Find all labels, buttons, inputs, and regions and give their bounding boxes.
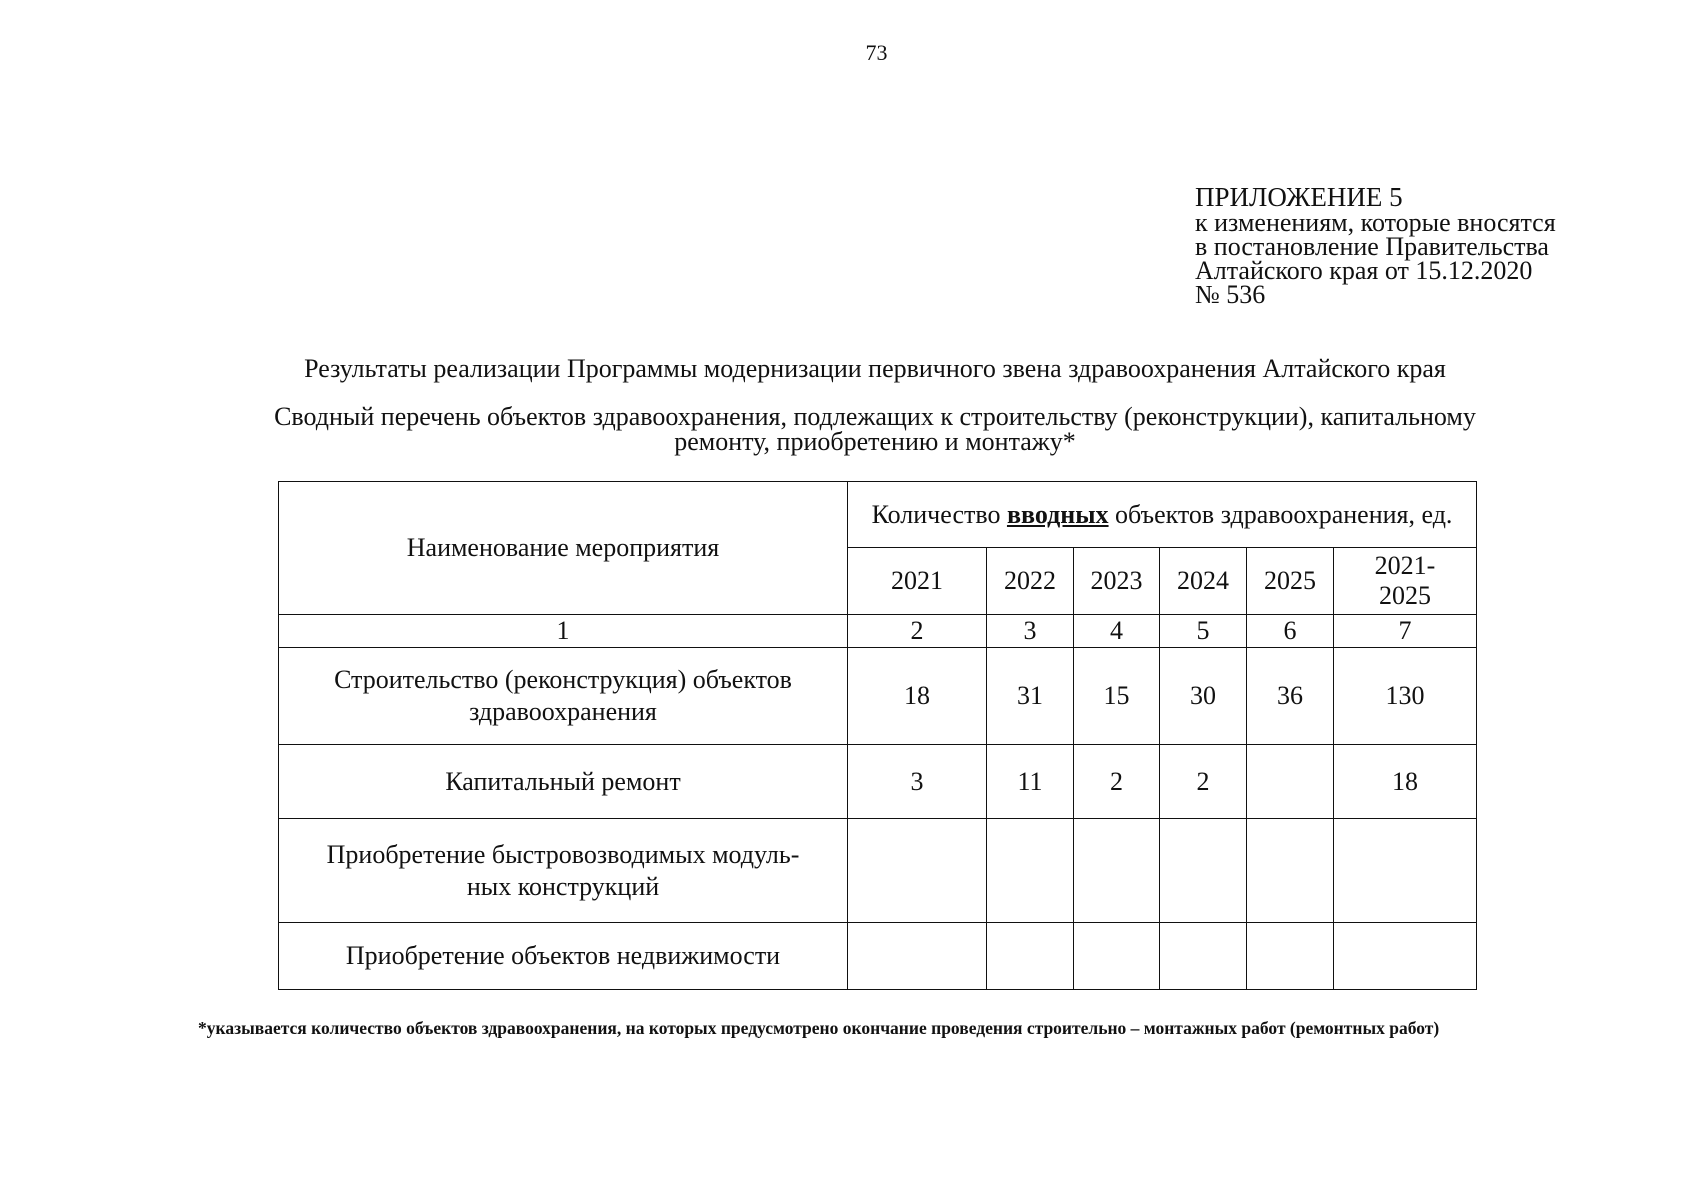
column-number-row [279,615,1477,648]
table-cell [1160,819,1247,923]
column-number: 5 [1160,615,1247,648]
table-row [279,745,1477,819]
total-header-line: 2021- [1374,551,1436,580]
column-number: 7 [1334,615,1477,648]
column-number: 6 [1247,615,1334,648]
page-number: 73 [865,40,888,65]
appendix-block [1195,184,1556,307]
row-name-line: ных конструкций [466,871,660,901]
appendix-line: в постановление Правительства [1195,232,1549,261]
column-number: 1 [279,615,848,648]
column-group-header [848,482,1477,548]
table-cell [848,819,987,923]
table-row [279,819,1477,923]
table-cell: 30 [1160,648,1247,745]
table-cell: 2 [1074,745,1160,819]
table-cell [1334,923,1477,990]
row-name [279,745,848,819]
table-cell [987,819,1074,923]
table-row [279,648,1477,745]
row-name [279,648,848,745]
total-header-line: 2025 [1379,581,1432,610]
table-cell: 18 [1334,745,1477,819]
row-name [279,819,848,923]
table-cell [848,923,987,990]
table-cell: 11 [987,745,1074,819]
table-cell [1160,923,1247,990]
table-cell [1074,923,1160,990]
table-cell: 18 [848,648,987,745]
table-cell: 2 [1160,745,1247,819]
year-header: 2024 [1160,548,1247,615]
row-name-line: Приобретение объектов недвижимости [345,941,781,970]
group-header-text: Количество [871,499,1007,529]
row-name [279,923,848,990]
year-header: 2021 [848,548,987,615]
table-cell: 3 [848,745,987,819]
header-row [279,482,1477,548]
table-cell [1247,819,1334,923]
footnote: *указывается количество объектов здравоохранения, на которых предусмотрено окончание проведения строительно – монтажных работ (ремонтных работ) [198,1018,1440,1038]
row-name-line: Строительство (реконструкция) объектов [334,665,792,694]
document-title: Результаты реализации Программы модернизации первичного звена здравоохранения Алтайского края [304,354,1446,383]
subtitle-line: Сводный перечень объектов здравоохранения, подлежащих к строительству (реконструкции), капитальному [274,402,1476,431]
year-header: 2023 [1074,548,1160,615]
table-cell: 36 [1247,648,1334,745]
table-row [279,923,1477,990]
column-number: 2 [848,615,987,648]
group-header-text: объектов здравоохранения, ед. [1108,499,1453,529]
table-cell: 31 [987,648,1074,745]
table-cell [1074,819,1160,923]
column-number: 4 [1074,615,1160,648]
table-cell [987,923,1074,990]
year-header-total [1334,548,1477,615]
column-header-name: Наименование мероприятия [279,482,848,615]
row-name-line: Капитальный ремонт [445,766,681,796]
row-name-line: Приобретение быстровозводимых модуль- [326,839,800,869]
document-subtitle [190,404,1560,454]
group-header-emphasis: вводных [1006,499,1109,529]
year-header: 2022 [987,548,1074,615]
appendix-line: Алтайского края от 15.12.2020 [1195,256,1533,285]
results-table [278,481,1477,990]
subtitle-line: ремонту, приобретению и монтажу* [674,427,1076,456]
year-header: 2025 [1247,548,1334,615]
row-name-line: здравоохранения [469,697,657,726]
table-cell: 130 [1334,648,1477,745]
table-cell [1334,819,1477,923]
column-number: 3 [987,615,1074,648]
table-cell: 15 [1074,648,1160,745]
appendix-title: ПРИЛОЖЕНИЕ 5 [1195,182,1403,212]
appendix-line: № 536 [1195,280,1266,309]
table-cell [1247,745,1334,819]
table-cell [1247,923,1334,990]
appendix-line: к изменениям, которые вносятся [1195,208,1556,237]
